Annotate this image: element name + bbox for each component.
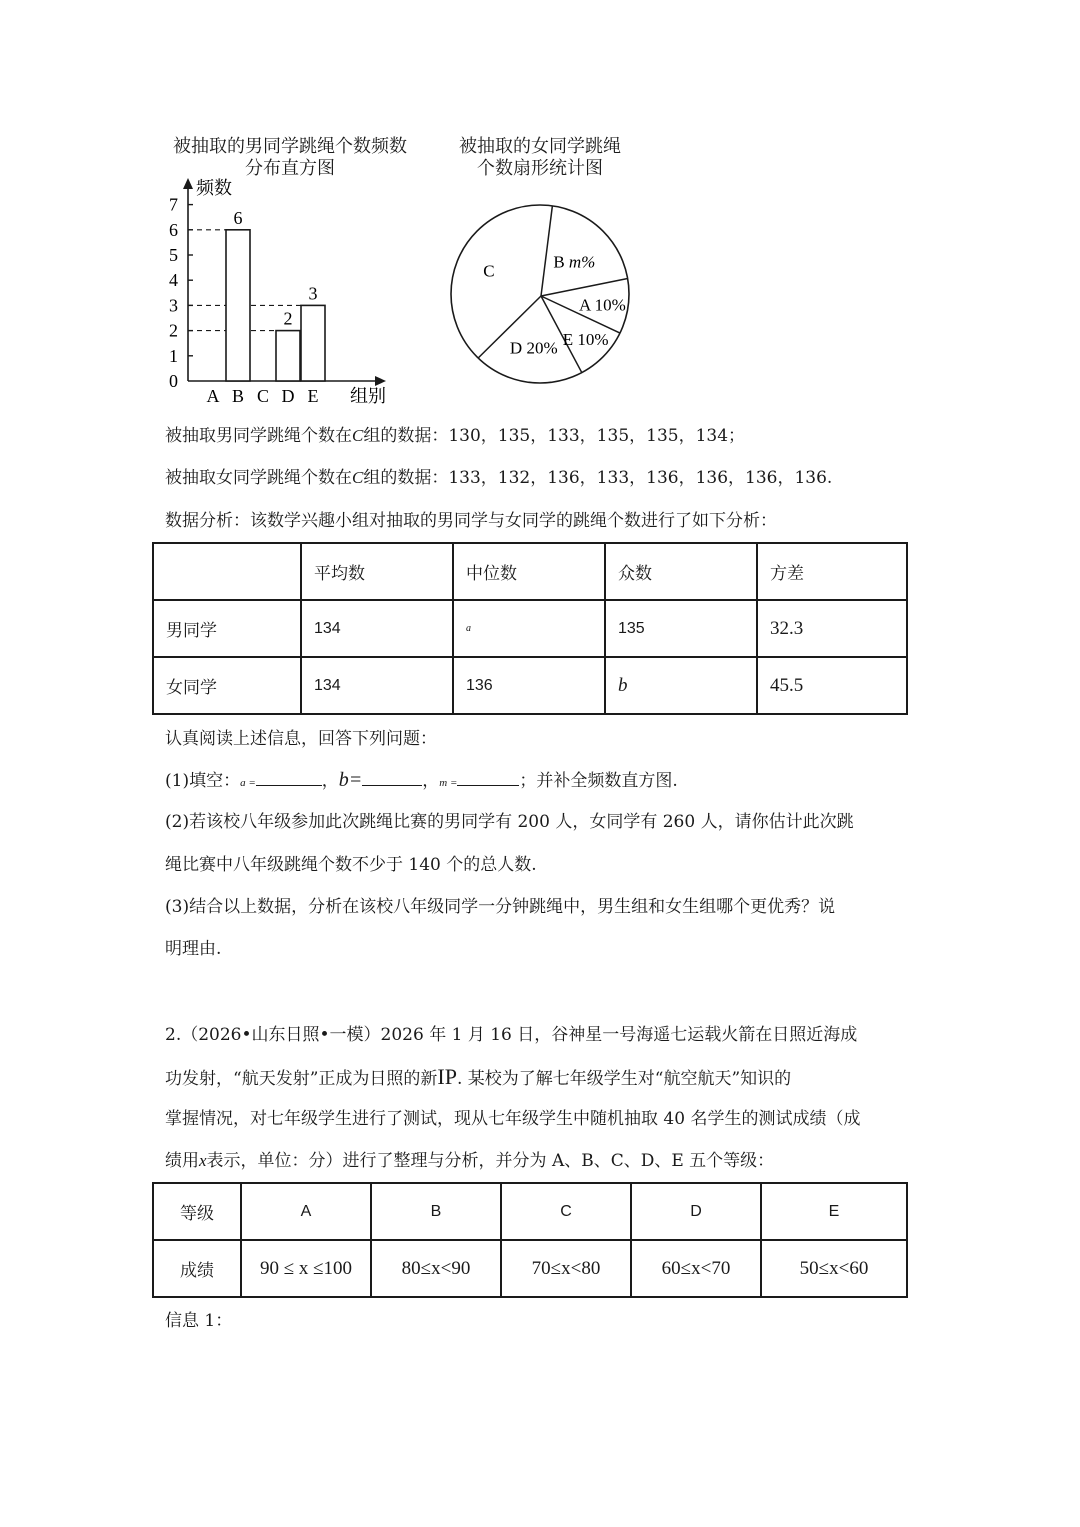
score-range-cell: 70≤x<80 bbox=[501, 1240, 631, 1297]
male-c-data-line: 被抽取男同学跳绳个数在C组的数据：130，135，133，135，135，134； bbox=[165, 426, 746, 446]
row-label: 女同学 bbox=[153, 657, 301, 714]
grade-cell: A bbox=[241, 1183, 371, 1240]
grade-cell: E bbox=[761, 1183, 907, 1240]
y-axis-arrow bbox=[183, 178, 193, 189]
question-3-line2: 明理由. bbox=[165, 939, 222, 959]
question-1: (1)填空：a = ，b= ，m = ；并补全频数直方图. bbox=[165, 769, 678, 791]
pie-slice-label: D 20% bbox=[509, 338, 558, 358]
pie-chart-title-line2: 个数扇形统计图 bbox=[477, 158, 603, 179]
x-tick-label: B bbox=[231, 386, 245, 406]
question-2-line1: (2)若该校八年级参加此次跳绳比赛的男同学有 200 人，女同学有 260 人，请你估计此次跳 bbox=[165, 812, 854, 832]
var-c: C bbox=[352, 468, 364, 487]
q1-b-label: b= bbox=[338, 769, 363, 791]
answer-blank-a bbox=[256, 769, 322, 786]
y-tick-label: 3 bbox=[169, 295, 178, 316]
var-x: x bbox=[199, 1151, 207, 1170]
mean-cell: 134 bbox=[301, 657, 453, 714]
score-row-label: 成绩 bbox=[153, 1240, 241, 1297]
x-tick-label: C bbox=[256, 386, 270, 406]
y-tick-label: 5 bbox=[169, 245, 178, 265]
variance-cell: 32.3 bbox=[757, 600, 907, 657]
score-row bbox=[153, 1240, 907, 1297]
table-header-row bbox=[153, 543, 907, 600]
question-2-line2: 绳比赛中八年级跳绳个数不少于 140 个的总人数. bbox=[165, 855, 537, 875]
y-tick-label: 0 bbox=[169, 371, 178, 391]
mean-cell: 134 bbox=[301, 600, 453, 657]
problem-2-line1: 2.（2026•山东日照•一模）2026 年 1 月 16 日，谷神星一号海遥七运载火箭在日照近海成 bbox=[165, 1025, 858, 1045]
grade-cell: D bbox=[631, 1183, 761, 1240]
bar-data-label: 2 bbox=[283, 308, 293, 329]
y-axis-label: 频数 bbox=[196, 178, 232, 198]
table-header-cell: 中位数 bbox=[453, 543, 605, 600]
q1-suffix: ；并补全频数直方图. bbox=[519, 771, 678, 791]
x-axis-label: 组别 bbox=[350, 386, 386, 406]
y-tick-label: 6 bbox=[169, 219, 178, 240]
bar bbox=[226, 230, 250, 381]
mode-cell: 135 bbox=[605, 600, 757, 657]
score-range-cell: 60≤x<70 bbox=[631, 1240, 761, 1297]
y-tick-label: 2 bbox=[169, 320, 178, 341]
bar-data-label: 6 bbox=[233, 207, 243, 228]
bar bbox=[276, 331, 300, 381]
stats-table bbox=[152, 542, 908, 715]
grade-table bbox=[152, 1182, 908, 1298]
read-instruction: 认真阅读上述信息，回答下列问题： bbox=[165, 729, 437, 749]
x-tick-label: A bbox=[206, 386, 220, 406]
bar-data-label: 3 bbox=[308, 283, 318, 304]
table-header-cell: 平均数 bbox=[301, 543, 453, 600]
grade-row bbox=[153, 1183, 907, 1240]
x-tick-label: D bbox=[281, 386, 295, 406]
grade-cell: C bbox=[501, 1183, 631, 1240]
variance-cell: 45.5 bbox=[757, 657, 907, 714]
table-header-cell: 众数 bbox=[605, 543, 757, 600]
score-range-cell: 50≤x<60 bbox=[761, 1240, 907, 1297]
row-label: 男同学 bbox=[153, 600, 301, 657]
table-header-cell: 方差 bbox=[757, 543, 907, 600]
analysis-intro: 数据分析：该数学兴趣小组对抽取的男同学与女同学的跳绳个数进行了如下分析： bbox=[165, 511, 777, 531]
table-header-cell bbox=[153, 543, 301, 600]
var-c: C bbox=[352, 426, 364, 445]
problem-2-line2: 功发射，“航天发射”正成为日照的新IP. 某校为了解七年级学生对“航空航天”知识的 bbox=[165, 1064, 792, 1089]
bar-chart-title-line2: 分布直方图 bbox=[245, 158, 335, 179]
median-cell: a bbox=[453, 600, 605, 657]
answer-blank-b bbox=[362, 769, 422, 786]
ip-text: IP bbox=[437, 1064, 457, 1089]
q1-m-label: m = bbox=[439, 777, 458, 789]
pie-slice-label: C bbox=[483, 261, 495, 281]
score-range-cell: 90 ≤ x ≤100 bbox=[241, 1240, 371, 1297]
score-range-cell: 80≤x<90 bbox=[371, 1240, 501, 1297]
q1-prefix: (1)填空： bbox=[165, 771, 241, 791]
bar-chart-title-line1: 被抽取的男同学跳绳个数频数 bbox=[173, 136, 407, 157]
pie-slice-label: B m% bbox=[553, 252, 596, 272]
median-cell: 136 bbox=[453, 657, 605, 714]
pie-slice-label: A 10% bbox=[579, 295, 626, 315]
bar bbox=[301, 305, 325, 381]
problem-2-line4: 绩用x表示，单位：分）进行了整理与分析，并分为 A、B、C、D、E 五个等级： bbox=[165, 1151, 775, 1171]
answer-blank-m bbox=[457, 769, 519, 786]
grade-header-label: 等级 bbox=[153, 1183, 241, 1240]
table-row bbox=[153, 657, 907, 714]
x-axis-arrow bbox=[375, 376, 386, 386]
bar-chart bbox=[150, 170, 410, 415]
mode-cell: b bbox=[605, 657, 757, 714]
y-tick-label: 7 bbox=[169, 194, 178, 215]
problem-2-line3: 掌握情况，对七年级学生进行了测试，现从七年级学生中随机抽取 40 名学生的测试成绩（成 bbox=[165, 1109, 861, 1129]
pie-chart-title-line1: 被抽取的女同学跳绳 bbox=[459, 136, 621, 157]
question-3-line1: (3)结合以上数据，分析在该校八年级同学一分钟跳绳中，男生组和女生组哪个更优秀？说 bbox=[165, 897, 836, 917]
grade-cell: B bbox=[371, 1183, 501, 1240]
table-row bbox=[153, 600, 907, 657]
y-tick-label: 4 bbox=[169, 270, 178, 291]
y-tick-label: 1 bbox=[169, 345, 178, 366]
info-1-label: 信息 1： bbox=[165, 1311, 233, 1331]
female-c-data-line: 被抽取女同学跳绳个数在C组的数据：133，132，136，133，136，136，136，136. bbox=[165, 468, 833, 488]
pie-slice-label: E 10% bbox=[562, 330, 609, 350]
q1-a-label: a = bbox=[240, 777, 256, 789]
pie-chart bbox=[440, 195, 640, 395]
x-tick-label: E bbox=[307, 386, 319, 406]
pie-chart-title bbox=[440, 136, 640, 180]
